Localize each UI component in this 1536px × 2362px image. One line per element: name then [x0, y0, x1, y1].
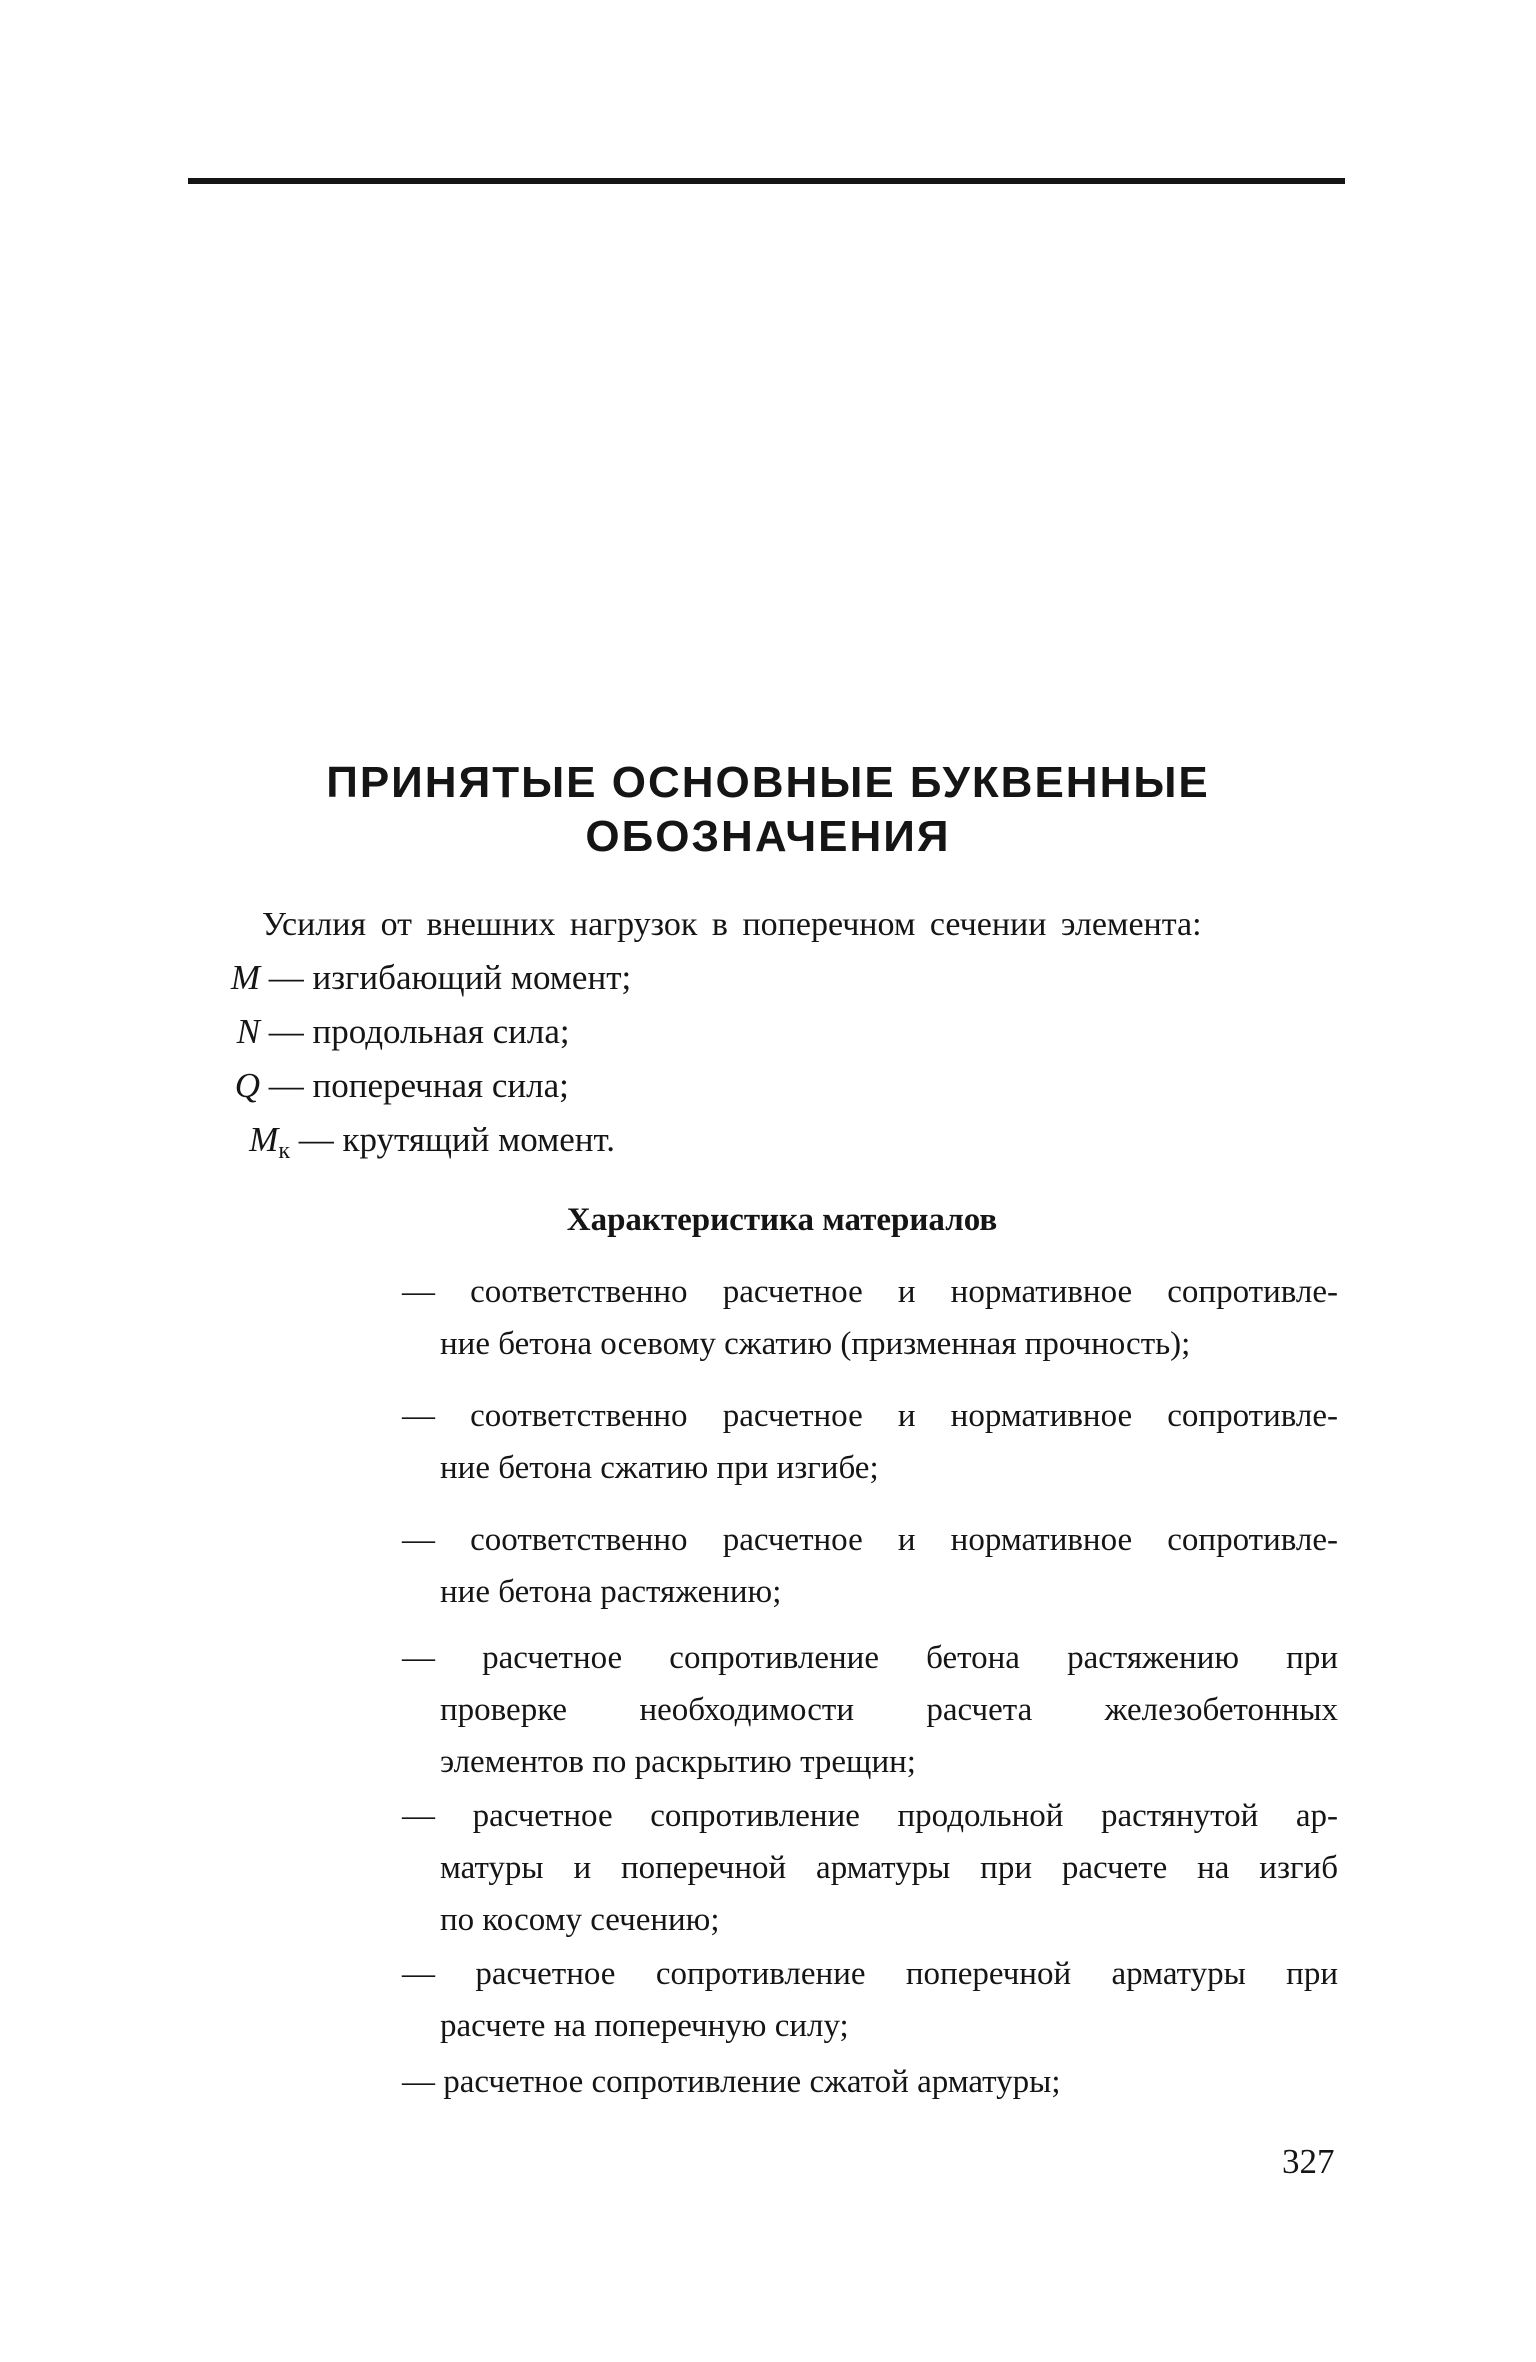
- force-item: [200, 1120, 615, 1165]
- materials-heading: Характеристика материалов: [566, 1202, 998, 1238]
- force-item: [208, 1012, 570, 1052]
- force-item: [208, 958, 631, 998]
- page-title-line-2: ОБОЗНАЧЕНИЯ: [585, 812, 951, 861]
- force-symbol: Q: [234, 1066, 260, 1105]
- page-number: 327: [1282, 2142, 1335, 2181]
- force-text: — поперечная сила;: [260, 1066, 569, 1105]
- force-symbol: N: [236, 1012, 260, 1051]
- header-rule: [188, 178, 1345, 184]
- force-text: — изгибающий момент;: [260, 958, 632, 997]
- definition-text: — соответственно расчетное и нормативное сопротивле- ние бетона осевому сжатию (призменная прочность);: [402, 1274, 1338, 1362]
- page-title-line-1: ПРИНЯТЫЕ ОСНОВНЫЕ БУКВЕННЫЕ: [326, 758, 1210, 807]
- forces-intro: Усилия от внешних нагрузок в поперечном сечении элемента:: [262, 906, 1202, 943]
- definition-text: — соответственно расчетное и нормативное сопротивле- ние бетона растяжению;: [402, 1522, 1338, 1610]
- definition-text: — соответственно расчетное и нормативное сопротивле- ние бетона сжатию при изгибе;: [402, 1398, 1338, 1486]
- force-text: — продольная сила;: [260, 1012, 570, 1051]
- definition-text: — расчетное сопротивление бетона растяжению при проверке необходимости расчета железобетонных элементов по раскрытию трещин;: [402, 1640, 1338, 1780]
- definition-text: — расчетное сопротивление продольной растянутой ар- матуры и поперечной арматуры при расчете на изгиб по косому сечению;: [402, 1798, 1338, 1938]
- force-symbol: $M_к$: [249, 1120, 290, 1164]
- definition-text: — расчетное сопротивление поперечной арматуры при расчете на поперечную силу;: [402, 1956, 1338, 2044]
- force-item: [208, 1066, 569, 1106]
- definition-text: — расчетное сопротивление сжатой арматуры;: [402, 2064, 1061, 2100]
- force-symbol: M: [230, 958, 260, 997]
- force-text: — крутящий момент.: [290, 1120, 615, 1159]
